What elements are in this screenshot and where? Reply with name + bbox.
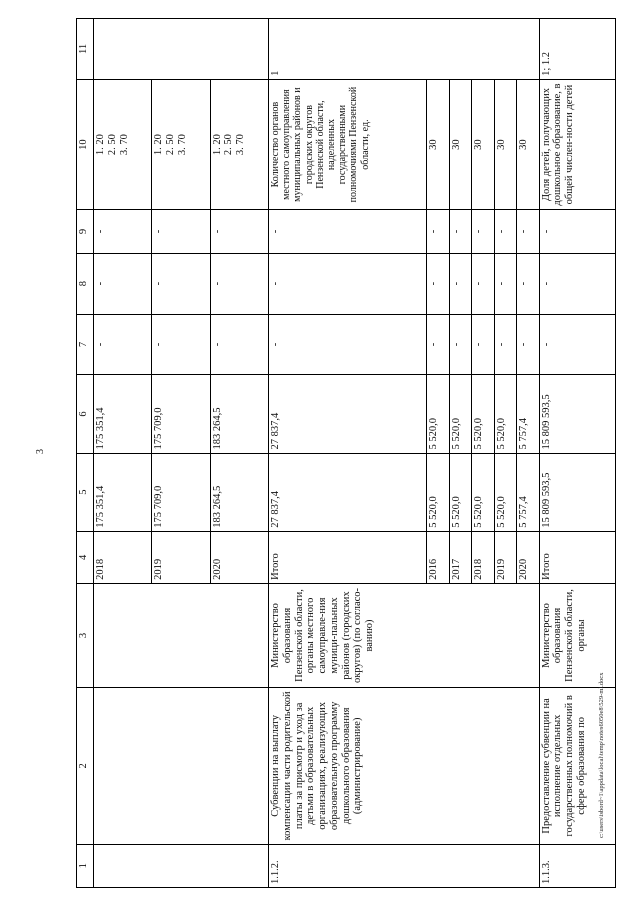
cell-c9: - [472,210,495,253]
cell-c5: 5 757,4 [517,453,540,531]
cell-c10: 1. 20 2. 50 3. 70 [94,79,152,209]
budget-table [76,18,616,888]
cell-c5: 175 709,0 [152,453,210,531]
header-row [77,19,94,888]
cell-c8: - [539,253,615,314]
cell-c5: 5 520,0 [472,453,495,531]
cell-c7: - [427,314,450,375]
indicator: Количество органов местного самоуправления муниципальных районов и городских округов Пензенской области, наделенных государственными полномочиями Пензенской области, ед. [269,79,427,209]
page-number: 3 [35,449,46,454]
cell-c7: - [517,314,540,375]
cell-c8: - [152,253,210,314]
cell-c6: 175 351,4 [94,375,152,453]
cell-c8: - [449,253,472,314]
cell-c9: - [152,210,210,253]
cell-c5: 5 520,0 [494,453,517,531]
row-number: 1.1.2. [269,844,540,887]
cell-c5: 183 264,5 [210,453,268,531]
cell-c8: - [517,253,540,314]
footer-path: c:\users\isbord~1\appdata\local\temp\notes6050e8\529-ml.docx [598,672,605,838]
col-header: 3 [77,583,94,687]
cell-c9: - [449,210,472,253]
cell-c6: 5 520,0 [472,375,495,453]
cell-c11: 1; 1.2 [539,19,615,80]
cell-year: 2020 [210,531,268,583]
measure-name: Субвенции на выплату компенсации части родительской платы за присмотр и уход за детьми в образовательных организациях, реализующих образовательную программу дошкольного образования (администрирование) [269,688,540,844]
col-header: 6 [77,375,94,453]
cell-total-label: Итого [539,531,615,583]
cell-c9: - [427,210,450,253]
cell-total-label: Итого [269,531,427,583]
rotated-table-container [76,18,616,888]
cell-year: 2017 [449,531,472,583]
cell-year: 2020 [517,531,540,583]
table-row [94,19,152,888]
executor: Министерство образования Пензенской области, органы местного самоуправле-ния муници-пальных районов (городских округов) (по согласо-ванию) [269,583,540,687]
cell-c6: 5 520,0 [449,375,472,453]
col-header: 7 [77,314,94,375]
cell-c10: 30 [494,79,517,209]
cell-c5: 175 351,4 [94,453,152,531]
cell-c6: 175 709,0 [152,375,210,453]
cell-year: 2018 [94,531,152,583]
cell-c7: - [494,314,517,375]
cell-year: 2016 [427,531,450,583]
col-header: 5 [77,453,94,531]
col-header: 8 [77,253,94,314]
cell-empty [94,19,269,80]
cell-c9: - [94,210,152,253]
cell-c6: 27 837,4 [269,375,427,453]
cell-c9: - [494,210,517,253]
cell-empty [94,844,269,887]
cell-c5: 5 520,0 [427,453,450,531]
cell-c6: 15 809 593,5 [539,375,615,453]
cell-year: 2019 [152,531,210,583]
cell-c5: 27 837,4 [269,453,427,531]
cell-c7: - [210,314,268,375]
cell-empty [94,583,269,687]
cell-c8: - [494,253,517,314]
cell-c7: - [539,314,615,375]
cell-c10: 1. 20 2. 50 3. 70 [210,79,268,209]
cell-c7: - [449,314,472,375]
cell-empty [94,688,269,844]
cell-c10: 30 [517,79,540,209]
cell-c5: 5 520,0 [449,453,472,531]
cell-year: 2019 [494,531,517,583]
cell-c10: 30 [449,79,472,209]
cell-c9: - [539,210,615,253]
col-header: 2 [77,688,94,844]
cell-c8: - [427,253,450,314]
cell-c6: 5 757,4 [517,375,540,453]
cell-year: 2018 [472,531,495,583]
cell-c10: 30 [427,79,450,209]
cell-c8: - [94,253,152,314]
cell-c6: 5 520,0 [427,375,450,453]
cell-c10: 1. 20 2. 50 3. 70 [152,79,210,209]
indicator: Доля детей, получающих дошкольное образование, в общей числен-ности детей [539,79,615,209]
measure-name: Предоставление субвенции на исполнение отдельных государственных полномочий в сфере образования по [539,688,615,844]
cell-c11: 1 [269,19,540,80]
cell-c6: 183 264,5 [210,375,268,453]
col-header: 9 [77,210,94,253]
col-header: 11 [77,19,94,80]
cell-c7: - [94,314,152,375]
row-number: 1.1.3. [539,844,615,887]
cell-c5: 15 809 593,5 [539,453,615,531]
cell-c8: - [269,253,427,314]
cell-c6: 5 520,0 [494,375,517,453]
cell-c10: 30 [472,79,495,209]
executor: Министерство образования Пензенской области, органы [539,583,615,687]
cell-c8: - [472,253,495,314]
col-header: 1 [77,844,94,887]
cell-c7: - [269,314,427,375]
table-row [269,19,427,888]
cell-c9: - [517,210,540,253]
col-header: 4 [77,531,94,583]
cell-c7: - [152,314,210,375]
cell-c9: - [269,210,427,253]
cell-c7: - [472,314,495,375]
col-header: 10 [77,79,94,209]
cell-c9: - [210,210,268,253]
cell-c8: - [210,253,268,314]
